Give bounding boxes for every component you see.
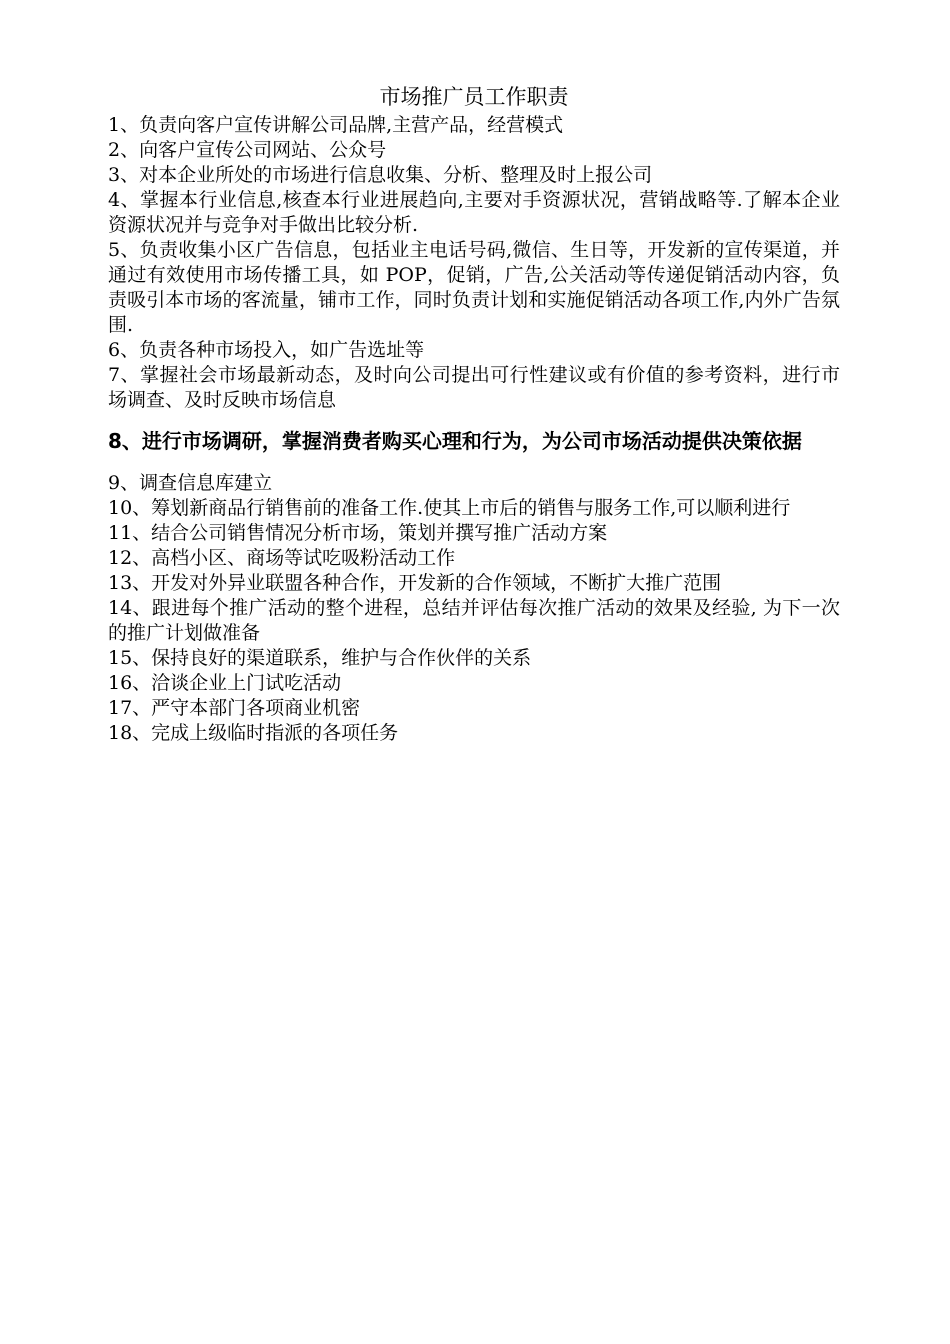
duty-item-6: 6、负责各种市场投入，如广告选址等 — [108, 339, 425, 361]
duty-item-3: 3、对本企业所处的市场进行信息收集、分析、整理及时上报公司 — [108, 164, 653, 186]
duty-item-4: 4、掌握本行业信息,核查本行业进展趋向,主要对手资源状况，营销战略等.了解本企业资源状况并与竞争对手做出比较分析. — [108, 189, 840, 236]
duty-item-16: 16、洽谈企业上门试吃活动 — [108, 672, 342, 694]
duty-item-10: 10、筹划新商品行销售前的准备工作.使其上市后的销售与服务工作,可以顺利进行 — [108, 497, 791, 519]
duty-item-18: 18、完成上级临时指派的各项任务 — [108, 722, 399, 744]
duty-item-12: 12、高档小区、商场等试吃吸粉活动工作 — [108, 547, 456, 569]
duty-item-17: 17、严守本部门各项商业机密 — [108, 697, 361, 719]
duty-item-14: 14、跟进每个推广活动的整个进程，总结并评估每次推广活动的效果及经验, 为下一次的推广计划做准备 — [108, 597, 840, 644]
document-body — [108, 83, 840, 746]
duty-item-7: 7、掌握社会市场最新动态，及时向公司提出可行性建议或有价值的参考资料，进行市场调查、及时反映市场信息 — [108, 364, 840, 411]
duty-item-1: 1、负责向客户宣传讲解公司品牌,主营产品，经营模式 — [108, 114, 564, 136]
duty-item-9: 9、调查信息库建立 — [108, 472, 273, 494]
duty-item-11: 11、结合公司销售情况分析市场，策划并撰写推广活动方案 — [108, 522, 608, 544]
duty-item-15: 15、保持良好的渠道联系，维护与合作伙伴的关系 — [108, 647, 532, 669]
duty-item-13: 13、开发对外异业联盟各种合作，开发新的合作领域，不断扩大推广范围 — [108, 572, 722, 594]
duty-item-2: 2、向客户宣传公司网站、公众号 — [108, 139, 387, 161]
document-title: 市场推广员工作职责 — [379, 85, 569, 109]
duty-item-8: 8、进行市场调研，掌握消费者购买心理和行为，为公司市场活动提供决策依据 — [108, 429, 802, 453]
duty-item-5: 5、负责收集小区广告信息，包括业主电话号码,微信、生日等，开发新的宣传渠道，并通过有效使用市场传播工具，如 POP，促销，广告,公关活动等传递促销活动内容，负责吸引本市场的客流量，铺市工作，同时负责计划和实施促销活动各项工作,内外广告氛围. — [108, 239, 840, 336]
